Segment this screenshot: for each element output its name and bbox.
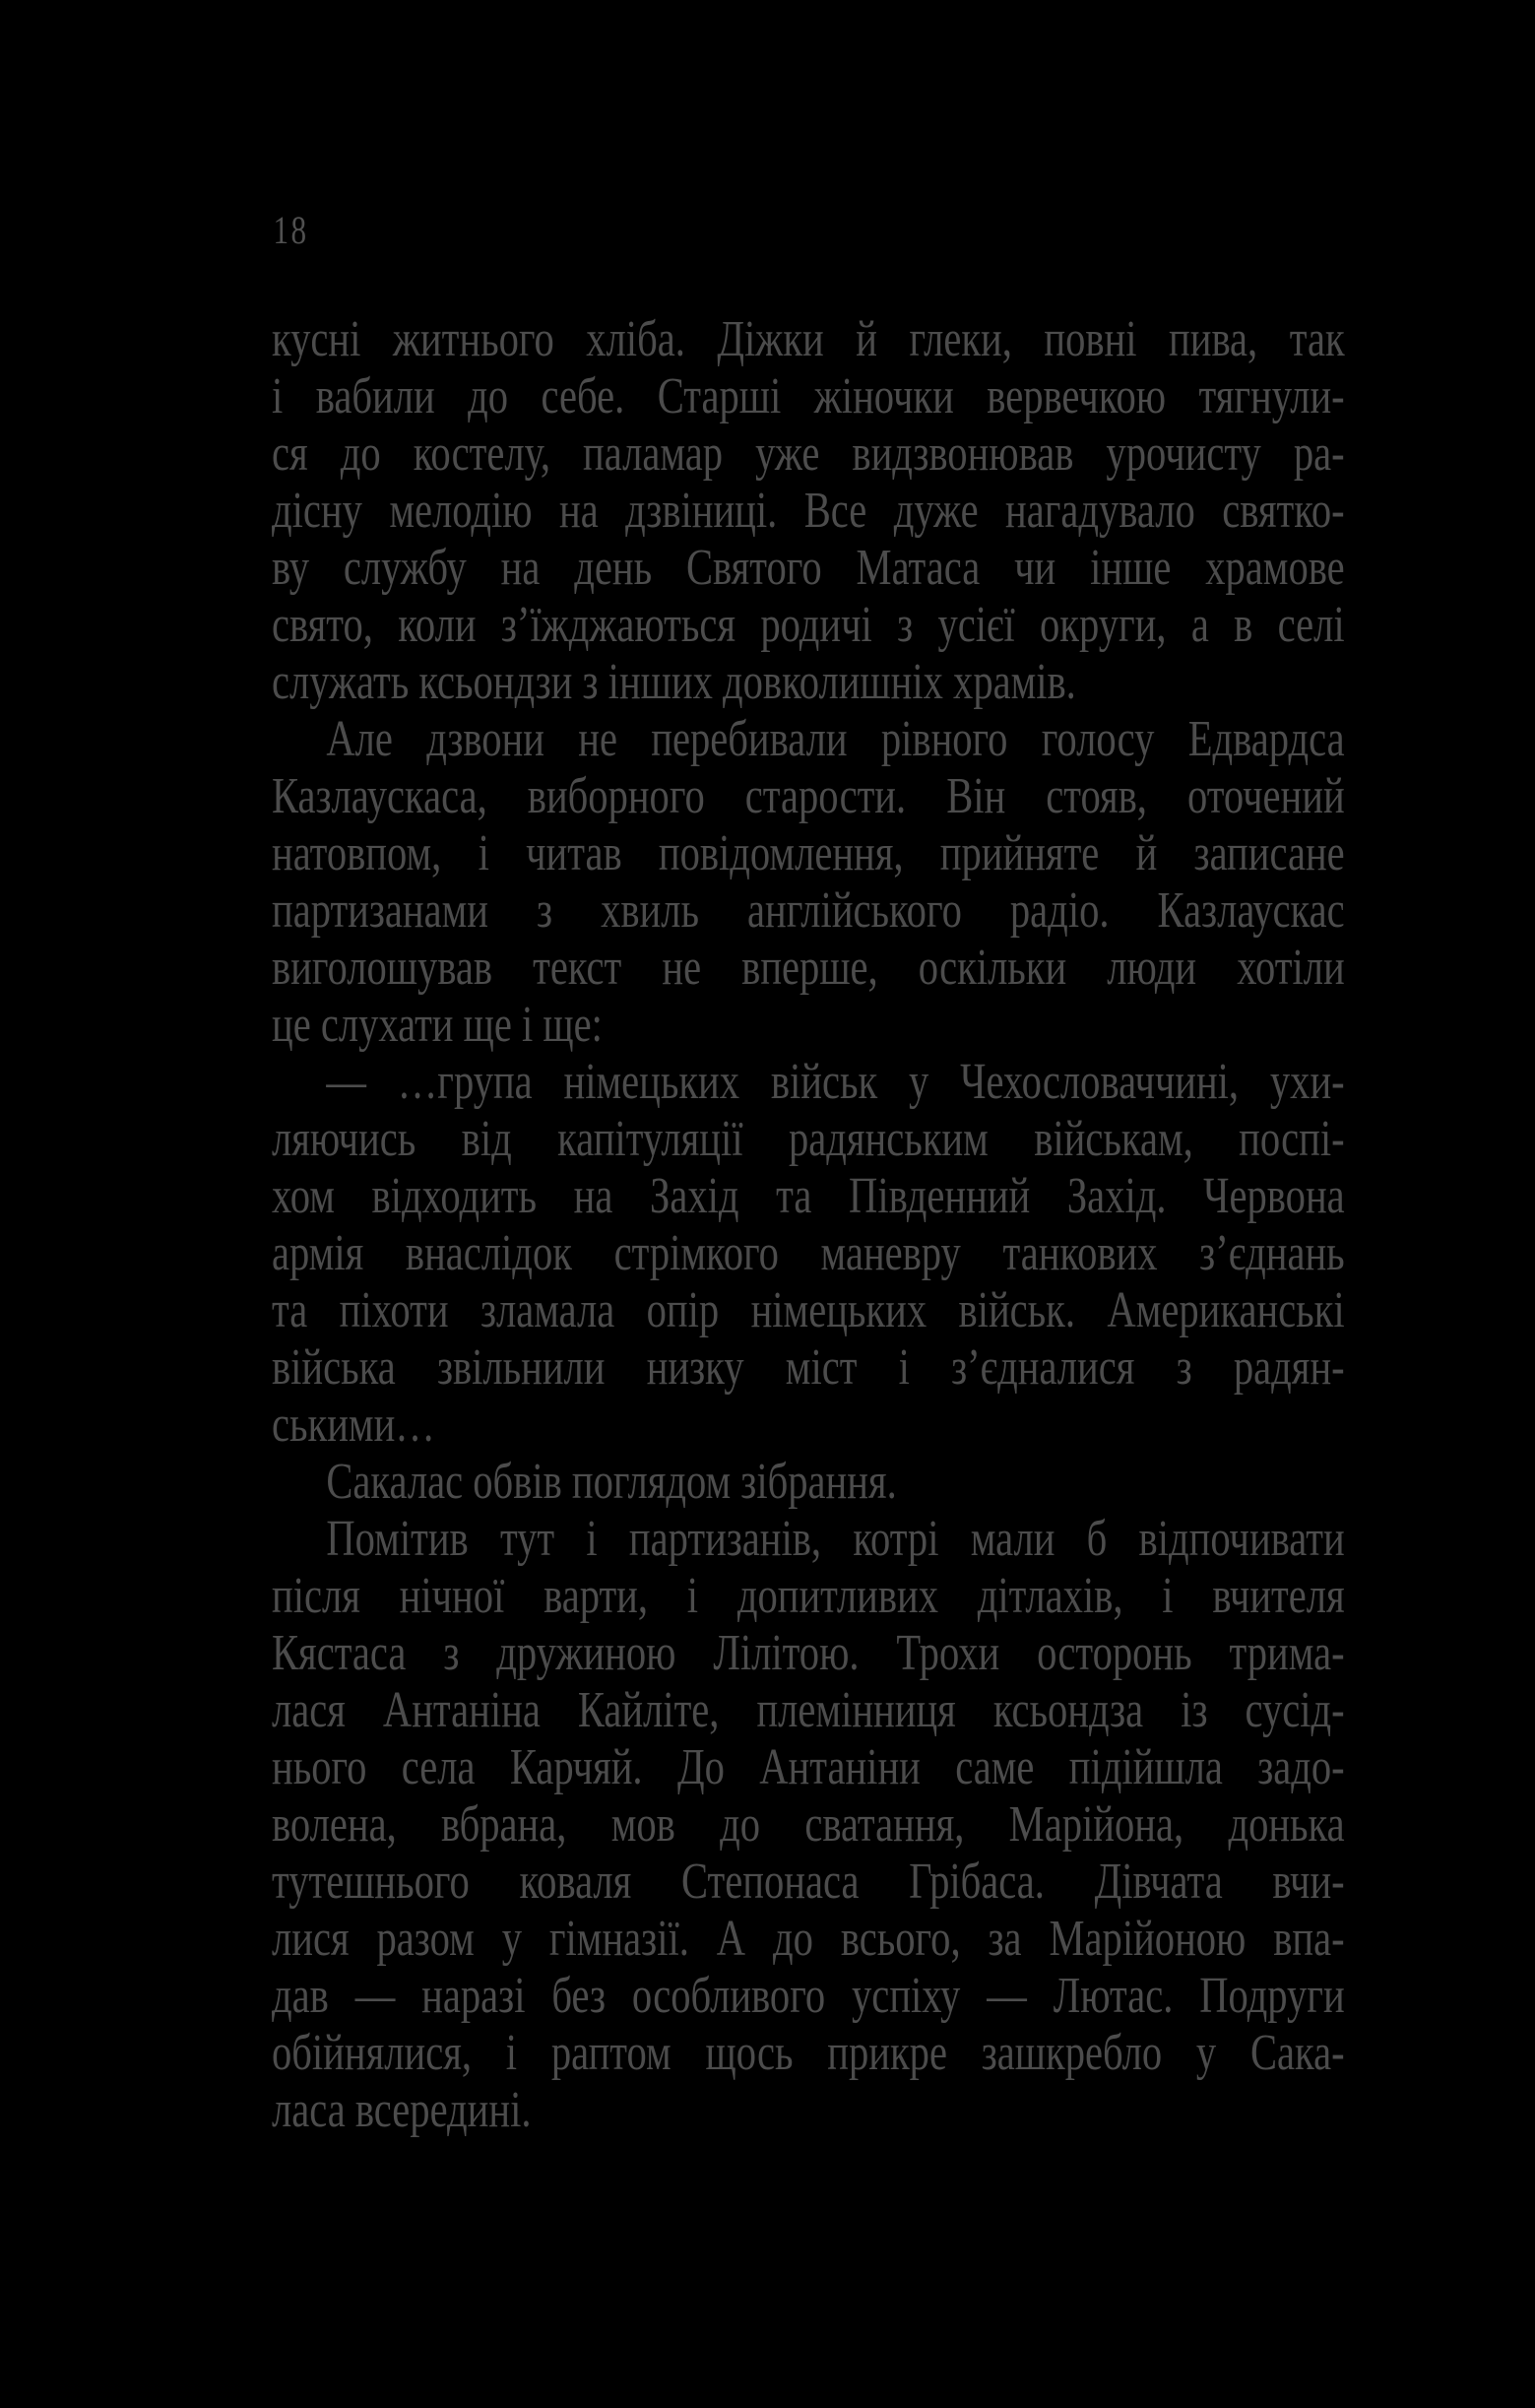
text-line: Але дзвони не перебивали рівного голосу Едвардса <box>326 711 1345 767</box>
text-line: лися разом у гімназії. А до всього, за Марійоною впа- <box>272 1911 1345 1967</box>
text-line: лася Антаніна Кайліте, племінниця ксьондза із сусід- <box>272 1682 1345 1738</box>
text-line: виголошував текст не вперше, оскільки люди хотіли <box>272 940 1345 996</box>
text-line: Сакалас обвів поглядом зібрання. <box>326 1454 897 1510</box>
text-block <box>272 311 1345 2139</box>
text-line: та піхоти зламала опір німецьких військ. Американські <box>272 1282 1345 1338</box>
text-line: волена, вбрана, мов до сватання, Марійона, донька <box>272 1796 1345 1853</box>
text-line: ськими… <box>272 1397 435 1453</box>
text-line: Казлаускаса, виборного старости. Він стояв, оточений <box>272 768 1345 824</box>
text-line: ласа всередині. <box>272 2082 532 2138</box>
text-line: армія внаслідок стрімкого маневру танкових з’єднань <box>272 1225 1345 1281</box>
page-number: 18 <box>273 208 309 252</box>
text-line: ся до костелу, паламар уже видзвонював урочисту ра- <box>272 425 1345 482</box>
text-line: — …група німецьких військ у Чехословаччині, ухи- <box>326 1054 1345 1110</box>
text-line: тутешнього коваля Степонаса Грібаса. Дівчата вчи- <box>272 1854 1345 1910</box>
text-line: Помітив тут і партизанів, котрі мали б відпочивати <box>326 1511 1345 1567</box>
text-line: натовпом, і читав повідомлення, прийняте й записане <box>272 825 1345 881</box>
text-line: дісну мелодію на дзвіниці. Все дуже нагадувало святко- <box>272 483 1345 539</box>
text-line: кусні житнього хліба. Діжки й глеки, повні пива, так <box>272 311 1345 367</box>
text-line: ву службу на день Святого Матаса чи інше храмове <box>272 540 1345 596</box>
text-line: хом відходить на Захід та Південний Захід. Червона <box>272 1168 1345 1224</box>
text-line: війська звільнили низку міст і з’єдналися з радян- <box>272 1339 1345 1396</box>
text-line: нього села Карчяй. До Антаніни саме підійшла задо- <box>272 1739 1345 1795</box>
text-line: це слухати ще і ще: <box>272 997 603 1053</box>
text-line: обійнялися, і раптом щось прикре зашкребло у Сака- <box>272 2025 1345 2081</box>
text-line: і вабили до себе. Старші жіночки вервечкою тягнули- <box>272 368 1345 424</box>
text-line: служать ксьондзи з інших довколишніх храмів. <box>272 654 1076 710</box>
text-line: ляючись від капітуляції радянським військам, поспі- <box>272 1111 1345 1167</box>
text-line: після нічної варти, і допитливих дітлахів, і вчителя <box>272 1568 1345 1624</box>
text-line: свято, коли з’їжджаються родичі з усієї округи, а в селі <box>272 597 1345 653</box>
text-line: дав — наразі без особливого успіху — Лютас. Подруги <box>272 1968 1345 2024</box>
text-line: Кястаса з дружиною Лілітою. Трохи осторонь трима- <box>272 1625 1345 1681</box>
text-line: партизанами з хвиль англійського радіо. Казлаускас <box>272 882 1345 939</box>
